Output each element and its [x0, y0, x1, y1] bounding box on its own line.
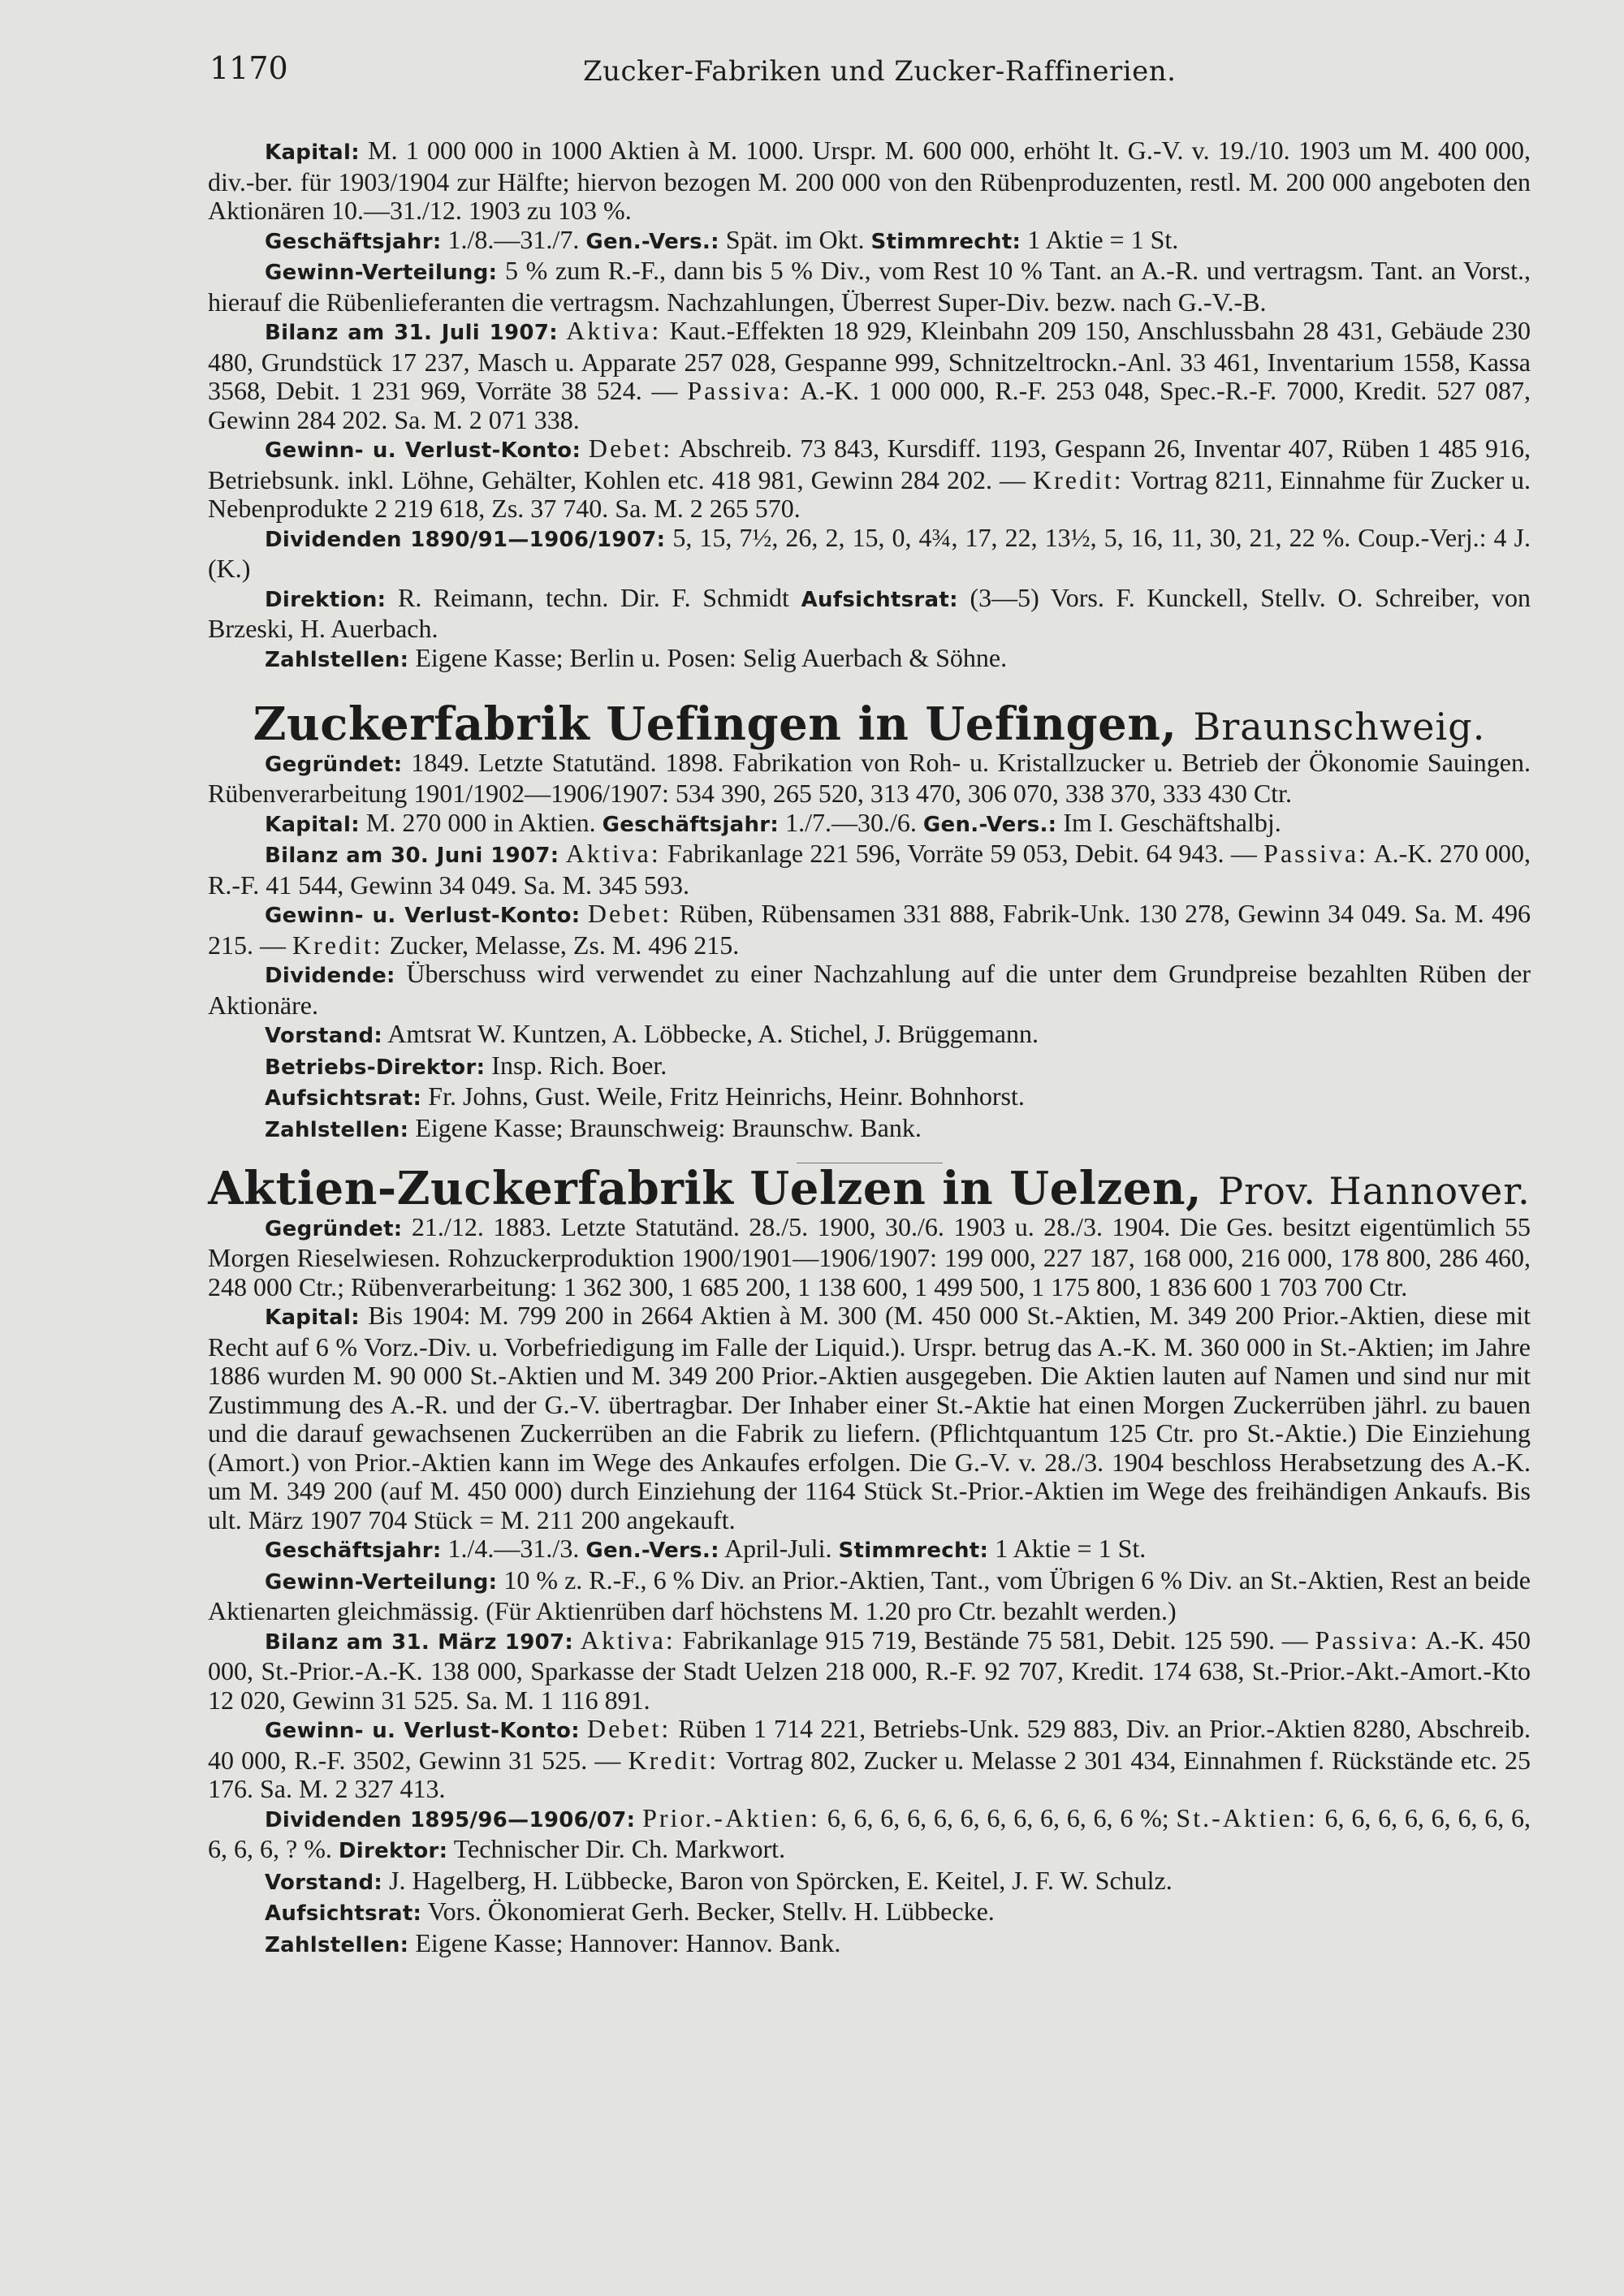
field-text: Kaut.-Effekten 18 929, Kleinbahn 209 150, Anschlussbahn 28 431, Gebäude 230 480, Grundstück 17 237, Masch u. Apparate 257 028, Gespanne 999, Schnitzeltrockn.-Anl. 33 461, Inventarium 1558, Kassa 3568, Debit. 1 231 969, Vorräte 38 524. —: [208, 316, 1531, 405]
field-text: 1./8.—31./7.: [447, 224, 580, 254]
field-label: Geschäftsjahr:: [602, 812, 780, 837]
passiva-label: Passiva:: [687, 376, 793, 405]
company-name: Aktien-Zuckerfabrik Uelzen in Uelzen,: [208, 1162, 1203, 1215]
zahlstellen-paragraph: [208, 1929, 1531, 1961]
field-text: Technischer Dir. Ch. Markwort.: [453, 1834, 786, 1863]
field-label: Kapital:: [265, 140, 360, 165]
running-title: Zucker-Fabriken und Zucker-Raffinerien.: [583, 55, 1177, 88]
field-text: A.-K. 270 000, R.-F. 41 544, Gewinn 34 049. Sa. M. 345 593.: [208, 839, 1531, 900]
aktiva-label: Aktiva:: [580, 1625, 676, 1655]
field-text: Rüben 1 714 221, Betriebs-Unk. 529 883, Div. an Prior.-Aktien 8280, Abschreib. 40 000, R.-F. 3502, Gewinn 31 525. —: [208, 1714, 1531, 1775]
field-text: Vortrag 802, Zucker u. Melasse 2 301 434, Einnahmen f. Rückstände etc. 25 176. Sa. M. 2 327 413.: [208, 1745, 1531, 1803]
field-label: Dividenden 1890/91—1906/1907:: [265, 527, 666, 552]
entry-continued: [208, 136, 1531, 675]
field-label: Bilanz am 31. Juli 1907:: [265, 321, 558, 345]
field-label: Geschäftsjahr:: [265, 229, 442, 254]
bilanz-paragraph: [208, 1626, 1531, 1716]
field-label: Dividende:: [265, 964, 395, 988]
field-label: Zahlstellen:: [265, 1117, 409, 1142]
kredit-label: Kredit:: [292, 930, 383, 960]
field-label: Direktion:: [265, 587, 387, 612]
guv-paragraph: [208, 1715, 1531, 1804]
bilanz-paragraph: [208, 839, 1531, 900]
zahlstellen-paragraph: [208, 644, 1531, 675]
field-label: Bilanz am 30. Juni 1907:: [265, 844, 559, 868]
field-text: (3—5) Vors. F. Kunckell, Stellv. O. Schreiber, von Brzeski, H. Auerbach.: [208, 582, 1531, 643]
field-text: Fabrikanlage 915 719, Bestände 75 581, Debit. 125 590. —: [682, 1625, 1308, 1655]
dividenden-paragraph: [208, 1804, 1531, 1867]
field-label: Zahlstellen:: [265, 647, 409, 672]
field-text: A.-K. 450 000, St.-Prior.-A.-K. 138 000, Sparkasse der Stadt Uelzen 218 000, R.-F. 92 707, Kredit. 174 638, St.-Prior.-Akt.-Amort.-Kto 12 020, Gewinn 31 525. Sa. M. 1 116 891.: [208, 1625, 1531, 1715]
field-text: J. Hagelberg, H. Lübbecke, Baron von Spörcken, E. Keitel, J. F. W. Schulz.: [389, 1865, 1173, 1895]
vorstand-paragraph: [208, 1867, 1531, 1898]
betriebsdirektor-paragraph: [208, 1051, 1531, 1083]
field-text: 1849. Letzte Statutänd. 1898. Fabrikation von Roh- u. Kristallzucker u. Betrieb der Ökonomie Sauingen. Rübenverarbeitung 1901/1902—1906/1907: 534 390, 265 520, 313 470, 306 070, 338 370, 333 430 Ctr.: [208, 747, 1531, 808]
guv-paragraph: [208, 900, 1531, 960]
page-number: 1170: [209, 50, 288, 86]
field-text: Eigene Kasse; Braunschweig: Braunschw. Bank.: [415, 1112, 922, 1142]
field-label: Dividenden 1895/96—1906/07:: [265, 1807, 636, 1832]
field-label: Betriebs-Direktor:: [265, 1055, 486, 1080]
field-label: Aufsichtsrat:: [265, 1086, 422, 1111]
field-label: Gewinn- u. Verlust-Konto:: [265, 438, 581, 463]
bilanz-paragraph: [208, 317, 1531, 434]
field-text: Spät. im Okt.: [725, 224, 865, 254]
field-text: Eigene Kasse; Berlin u. Posen: Selig Auerbach & Söhne.: [415, 642, 1008, 672]
field-text: Im I. Geschäftshalbj.: [1063, 807, 1281, 837]
field-label: Vorstand:: [265, 1870, 383, 1895]
debet-label: Debet:: [587, 899, 672, 928]
field-label: Gen.-Vers.:: [922, 812, 1057, 837]
field-label: Gewinn-Verteilung:: [265, 1569, 498, 1595]
vorstand-paragraph: [208, 1020, 1531, 1051]
field-label: Zahlstellen:: [265, 1932, 409, 1957]
passiva-label: Passiva:: [1263, 839, 1369, 868]
field-text: 5 % zum R.-F., dann bis 5 % Div., vom Rest 10 % Tant. an A.-R. und vertragsm. Tant. an Vorst., hierauf die Rübenlieferanten die vertragsm. Nachzahlungen, Überrest Super-Div. bezw. nach G.-V.-B.: [208, 256, 1531, 317]
field-text: Abschreib. 73 843, Kursdiff. 1193, Gespann 26, Inventar 407, Rüben 1 485 916, Betriebsunk. inkl. Löhne, Gehälter, Kohlen etc. 418 981, Gewinn 284 202. —: [208, 434, 1531, 494]
page-content: [208, 136, 1531, 1960]
st-label: St.-Aktien:: [1176, 1802, 1318, 1832]
field-label: Kapital:: [265, 812, 360, 837]
field-label: Aufsichtsrat:: [265, 1901, 422, 1926]
company-location: Braunschweig.: [1193, 705, 1486, 749]
gewinn-paragraph: [208, 1566, 1531, 1626]
company-name: Zuckerfabrik Uefingen in Uefingen,: [253, 697, 1177, 751]
field-label: Aufsichtsrat:: [801, 587, 958, 612]
field-text: Zucker, Melasse, Zs. M. 496 215.: [389, 930, 740, 960]
kapital-paragraph: [208, 1301, 1531, 1534]
zahlstellen-paragraph: [208, 1114, 1531, 1146]
field-label: Gewinn- u. Verlust-Konto:: [265, 904, 581, 928]
field-label: Direktor:: [338, 1839, 448, 1863]
field-text: M. 1 000 000 in 1000 Aktien à M. 1000. Urspr. M. 600 000, erhöht lt. G.-V. v. 19./10. 1903 um M. 400 000, div.-ber. für 1903/1904 zur Hälfte; hiervon bezogen M. 200 000 von den Rübenproduzenten, restl. M. 200 000 angeboten den Aktionären 10.—31./12. 1903 zu 103 %.: [208, 136, 1531, 225]
field-text: Vors. Ökonomierat Gerh. Becker, Stellv. H. Lübbecke.: [427, 1897, 995, 1926]
aktiva-label: Aktiva:: [566, 316, 662, 345]
field-label: Gegründet:: [265, 1216, 403, 1241]
field-label: Kapital:: [265, 1306, 360, 1330]
field-text: 10 % z. R.-F., 6 % Div. an Prior.-Aktien, Tant., vom Übrigen 6 % Div. an St.-Aktien, Rest an beide Aktienarten gleichmässig. (Für Aktienrüben darf höchstens M. 1.20 pro Ctr. bezahlt werden.): [208, 1564, 1531, 1625]
gewinn-paragraph: [208, 257, 1531, 317]
kredit-label: Kredit:: [1033, 464, 1124, 494]
debet-label: Debet:: [588, 434, 673, 463]
gegruendet-paragraph: [208, 1213, 1531, 1302]
field-label: Geschäftsjahr:: [265, 1539, 442, 1563]
aktiva-label: Aktiva:: [565, 839, 661, 868]
field-text: 6, 6, 6, 6, 6, 6, 6, 6, 6, 6, 6, 6 %;: [827, 1802, 1169, 1832]
field-label: Gewinn- u. Verlust-Konto:: [265, 1719, 580, 1743]
field-text: Fr. Johns, Gust. Weile, Fritz Heinrichs, Heinr. Bohnhorst.: [428, 1081, 1025, 1111]
field-text: 1 Aktie = 1 St.: [995, 1534, 1147, 1563]
field-label: Gegründet:: [265, 752, 403, 777]
passiva-label: Passiva:: [1315, 1625, 1420, 1655]
meta-paragraph: [208, 809, 1531, 840]
field-text: 6, 6, 6, 6, 6, 6, 6, 6, 6, 6, 6, ? %.: [208, 1802, 1531, 1863]
field-label: Gen.-Vers.:: [585, 1539, 719, 1563]
entry-uelzen: [208, 1162, 1531, 1960]
kredit-label: Kredit:: [628, 1745, 719, 1775]
field-label: Vorstand:: [265, 1024, 383, 1048]
field-text: Amtsrat W. Kuntzen, A. Löbbecke, A. Stichel, J. Brüggemann.: [387, 1019, 1039, 1048]
field-text: Rüben, Rübensamen 331 888, Fabrik-Unk. 130 278, Gewinn 34 049. Sa. M. 496 215. —: [208, 899, 1531, 960]
guv-paragraph: [208, 434, 1531, 524]
field-text: Bis 1904: M. 799 200 in 2664 Aktien à M. 300 (M. 450 000 St.-Aktien, M. 349 200 Prior.-Aktien, diese mit Recht auf 6 % Vorz.-Div. u. Vorbefriedigung im Falle der Liquid.). Urspr. betrug das A.-K. M. 360 000 in St.-Aktien; im Jahre 1886 wurden M. 90 000 St.-Aktien und M. 349 200 Prior.-Aktien ausgegeben. Die Aktien lauten auf Namen und sind nur mit Zustimmung des A.-R. und der G.-V. übertragbar. Der Inhaber einer St.-Aktie hat einen Morgen Zuckerrüben jährl. zu bauen und die darauf gewachsenen Zuckerrüben an die Fabrik zu liefern. (Pflichtquantum 125 Ctr. pro St.-Aktie.) Die Einziehung (Amort.) von Prior.-Aktien kann im Wege des Ankaufes erfolgen. Die G.-V. v. 28./3. 1904 beschloss Herabsetzung des A.-K. um M. 349 200 (auf M. 450 000) durch Einziehung der 1164 Stück St.-Prior.-Aktien im Wege des freihändigen Ankaufs. Bis ult. März 1907 704 Stück = M. 211 200 angekauft.: [208, 1301, 1531, 1534]
page-header: [209, 50, 1531, 99]
kapital-paragraph: [208, 136, 1531, 226]
field-text: April-Juli.: [724, 1534, 832, 1563]
field-text: Vortrag 8211, Einnahme für Zucker u. Nebenprodukte 2 219 618, Zs. 37 740. Sa. M. 2 265 570.: [208, 464, 1531, 523]
dividenden-paragraph: [208, 524, 1531, 584]
field-label: Stimmrecht:: [838, 1539, 989, 1563]
company-location: Prov. Hannover.: [1218, 1169, 1531, 1213]
dividende-paragraph: [208, 960, 1531, 1020]
aufsichtsrat-paragraph: [208, 1082, 1531, 1114]
field-text: 21./12. 1883. Letzte Statutänd. 28./5. 1900, 30./6. 1903 u. 28./3. 1904. Die Ges. besitzt eigentümlich 55 Morgen Rieselwiesen. Rohzuckerproduktion 1900/1901—1906/1907: 199 000, 227 187, 168 000, 216 000, 178 800, 286 460, 248 000 Ctr.; Rübenverarbeitung: 1 362 300, 1 685 200, 1 138 600, 1 499 500, 1 175 800, 1 836 600 1 703 700 Ctr.: [208, 1211, 1531, 1301]
field-text: 5, 15, 7½, 26, 2, 15, 0, 4¾, 17, 22, 13½, 5, 16, 11, 30, 21, 22 %. Coup.-Verj.: 4 J. (K.): [208, 522, 1531, 583]
meta-paragraph: [208, 1534, 1531, 1566]
field-text: Eigene Kasse; Hannover: Hannov. Bank.: [415, 1927, 841, 1957]
field-text: M. 270 000 in Aktien.: [365, 807, 596, 837]
field-text: R. Reimann, techn. Dir. F. Schmidt: [397, 582, 789, 612]
gegruendet-paragraph: [208, 749, 1531, 809]
field-label: Gen.-Vers.:: [585, 229, 719, 254]
company-heading: [208, 697, 1531, 751]
aufsichtsrat-paragraph: [208, 1897, 1531, 1929]
field-text: 1 Aktie = 1 St.: [1027, 224, 1179, 254]
field-text: Überschuss wird verwendet zu einer Nachzahlung auf die unter dem Grundpreise bezahlten Rüben der Aktionäre.: [208, 959, 1531, 1020]
prior-label: Prior.-Aktien:: [642, 1802, 820, 1832]
field-label: Bilanz am 31. März 1907:: [265, 1629, 574, 1655]
field-text: 1./7.—30./6.: [785, 807, 917, 837]
meta-paragraph: [208, 226, 1531, 257]
field-text: Fabrikanlage 221 596, Vorräte 59 053, Debit. 64 943. —: [667, 839, 1257, 868]
debet-label: Debet:: [586, 1714, 672, 1743]
entry-uefingen: [208, 697, 1531, 1145]
field-label: Gewinn-Verteilung:: [265, 261, 498, 285]
company-heading: [208, 1162, 1531, 1215]
field-text: Insp. Rich. Boer.: [491, 1050, 667, 1080]
field-text: 1./4.—31./3.: [447, 1534, 580, 1563]
direktion-paragraph: [208, 584, 1531, 644]
field-text: A.-K. 1 000 000, R.-F. 253 048, Spec.-R.-F. 7000, Kredit. 527 087, Gewinn 284 202. Sa. M. 2 071 338.: [208, 376, 1531, 434]
field-label: Stimmrecht:: [870, 229, 1021, 254]
